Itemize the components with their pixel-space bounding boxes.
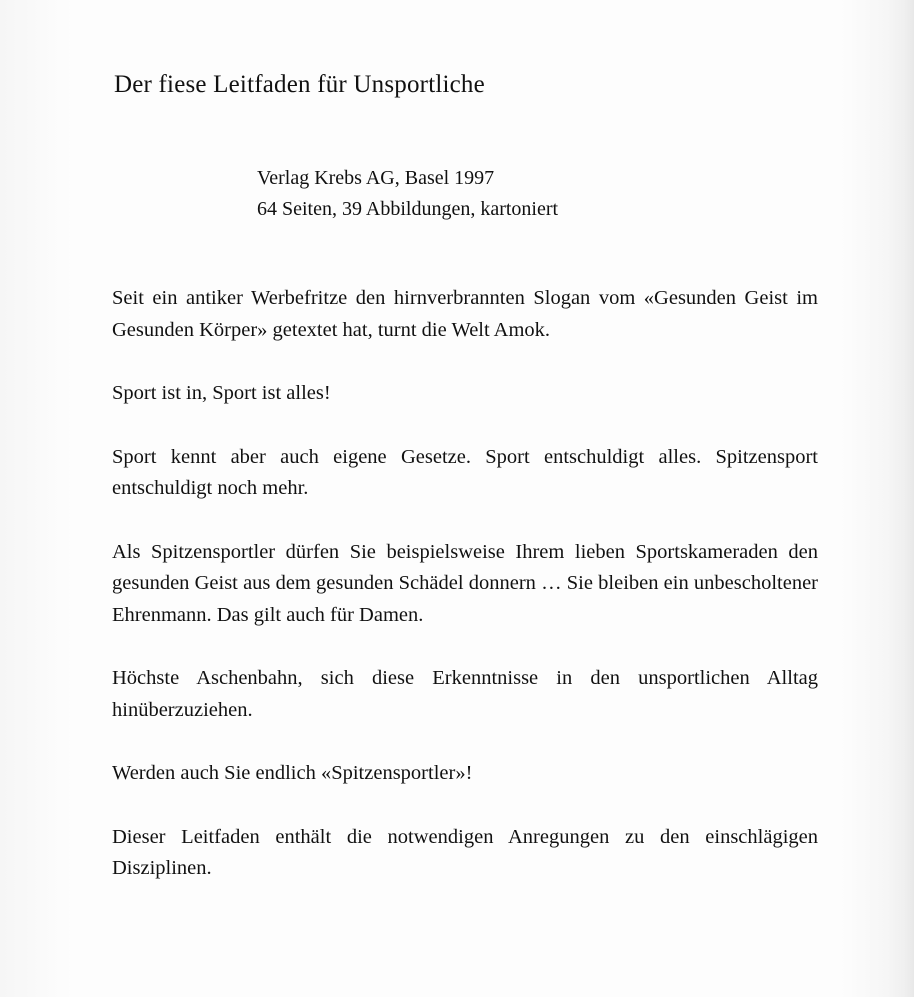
page-edge-shadow bbox=[888, 0, 914, 997]
paragraph-1: Seit ein antiker Werbefritze den hirnverbrannten Slogan vom «Gesunden Geist im Gesunden Körper» getextet hat, turnt die Welt Amok. bbox=[112, 287, 818, 341]
publication-info bbox=[257, 163, 558, 225]
publisher-line: Verlag Krebs AG, Basel 1997 bbox=[257, 167, 495, 189]
blurb-text bbox=[112, 283, 818, 917]
paragraph-7: Dieser Leitfaden enthält die notwendigen Anregungen zu den einschlägigen Disziplinen. bbox=[112, 825, 818, 879]
details-line: 64 Seiten, 39 Abbildungen, kartoniert bbox=[257, 198, 559, 220]
paragraph-4: Als Spitzensportler dürfen Sie beispielsweise Ihrem lieben Sportskameraden den gesunden Geist aus dem gesunden Schädel donnern … Sie bleiben ein unbescholtener Ehrenmann. Das gilt auch für Damen. bbox=[112, 540, 818, 626]
book-title: Der fiese Leitfaden für Unsportliche bbox=[114, 71, 485, 98]
paragraph-6: Werden auch Sie endlich «Spitzensportler»! bbox=[112, 762, 473, 784]
paragraph-3: Sport kennt aber auch eigene Gesetze. Sport entschuldigt alles. Spitzensport entschuldigt noch mehr. bbox=[112, 445, 818, 499]
paragraph-2: Sport ist in, Sport ist alles! bbox=[112, 382, 331, 404]
paragraph-5: Höchste Aschenbahn, sich diese Erkenntnisse in den unsportlichen Alltag hinüberzuziehen. bbox=[112, 667, 818, 721]
